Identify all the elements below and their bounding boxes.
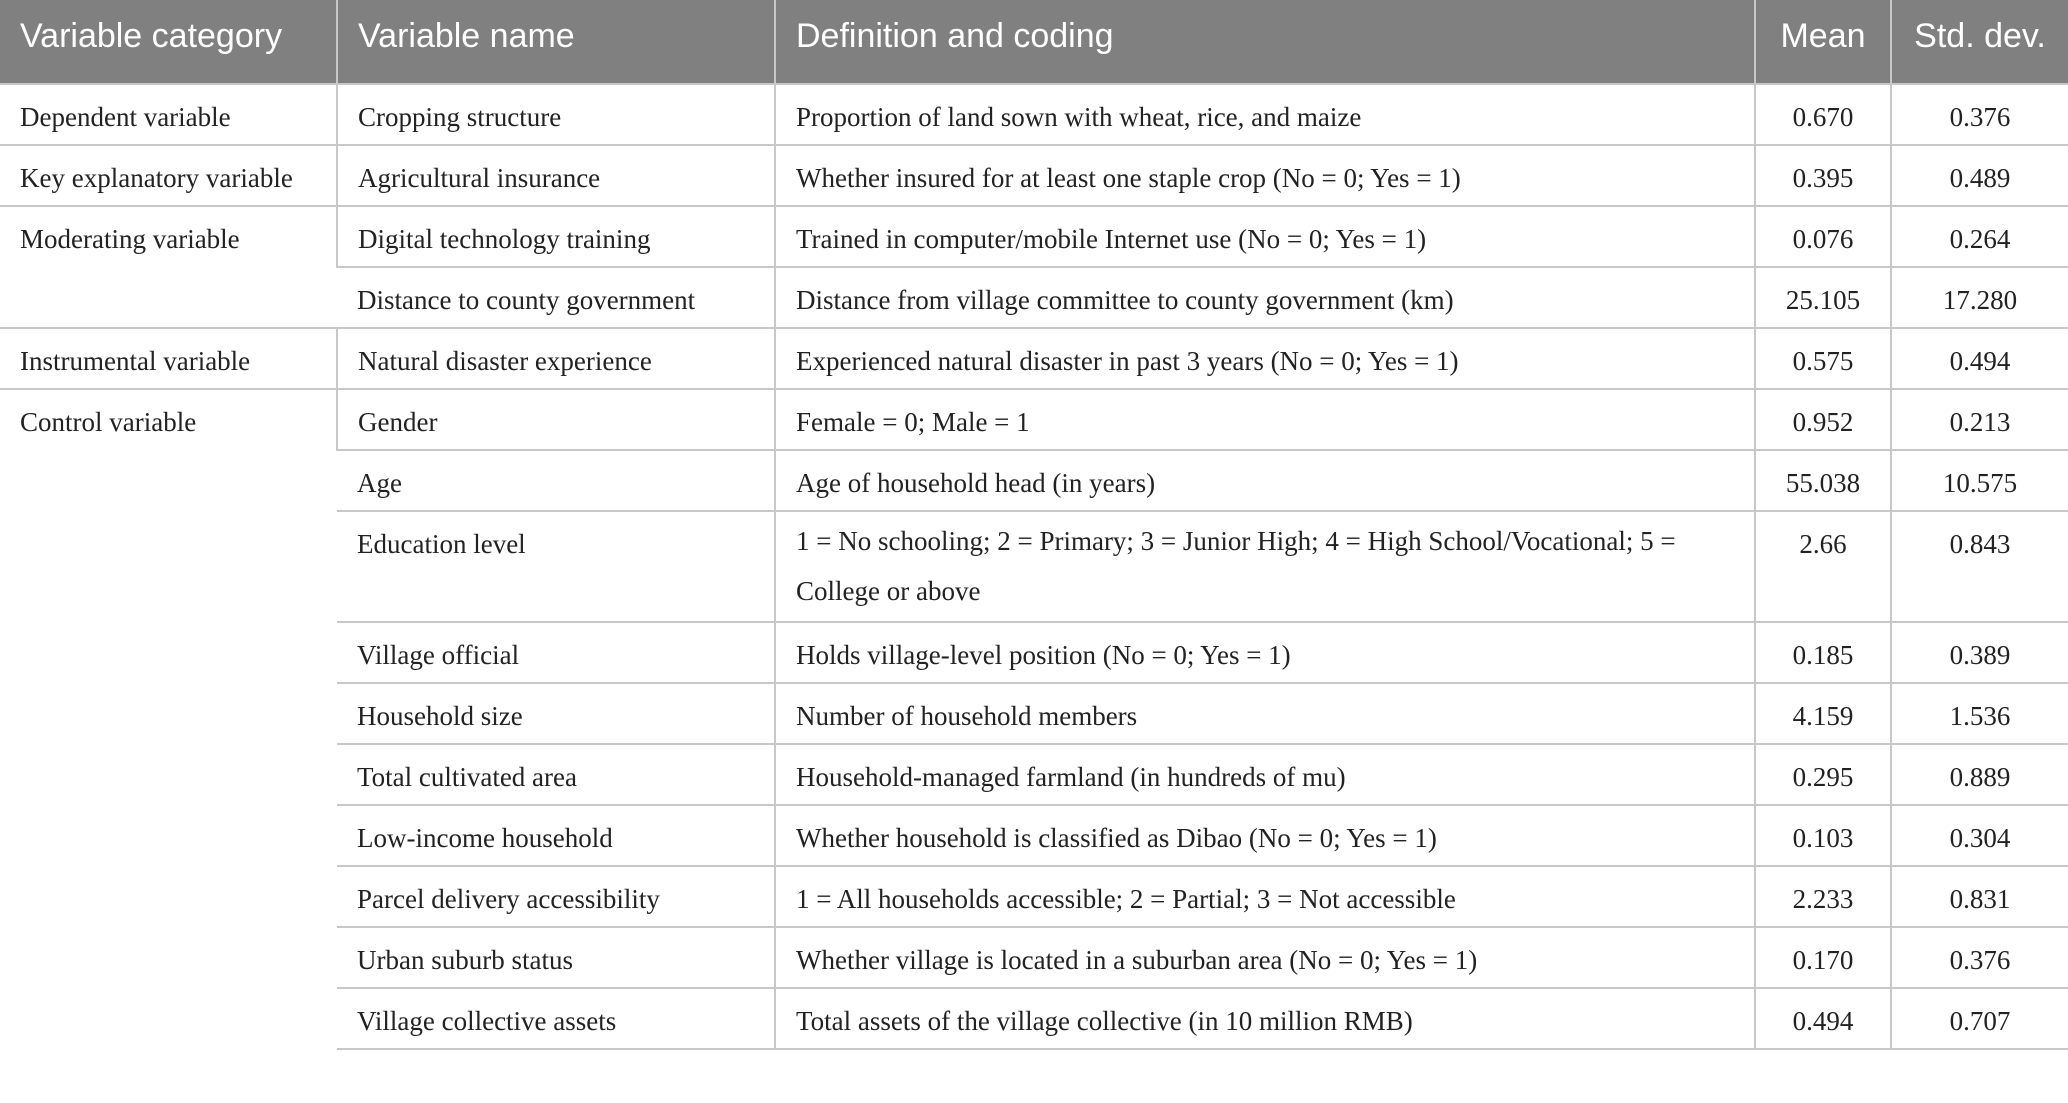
variable-name-cell: Village collective assets (337, 988, 775, 1049)
mean-cell: 0.494 (1755, 988, 1891, 1049)
header-variable-name: Variable name (337, 0, 775, 84)
mean-cell: 55.038 (1755, 450, 1891, 511)
table-row (0, 84, 2068, 145)
header-variable-category: Variable category (0, 0, 337, 84)
std-dev-cell: 0.389 (1891, 622, 2068, 683)
variable-name-cell: Gender (337, 389, 775, 450)
variable-name-cell: Age (337, 450, 775, 511)
variable-name-cell: Urban suburb status (337, 927, 775, 988)
definition-cell: Experienced natural disaster in past 3 years (No = 0; Yes = 1) (775, 328, 1755, 389)
category-cell: Control variable (0, 389, 337, 1049)
mean-cell: 0.185 (1755, 622, 1891, 683)
definition-cell: Number of household members (775, 683, 1755, 744)
variable-name-cell: Total cultivated area (337, 744, 775, 805)
table-body (0, 84, 2068, 1049)
mean-cell: 25.105 (1755, 267, 1891, 328)
category-cell: Dependent variable (0, 84, 337, 145)
variable-name-cell: Education level (337, 511, 775, 622)
mean-cell: 0.952 (1755, 389, 1891, 450)
header-definition: Definition and coding (775, 0, 1755, 84)
definition-cell: 1 = No schooling; 2 = Primary; 3 = Junior High; 4 = High School/Vocational; 5 = College or above (775, 511, 1755, 622)
header-row (0, 0, 2068, 84)
table-row (0, 145, 2068, 206)
mean-cell: 0.670 (1755, 84, 1891, 145)
variable-name-cell: Parcel delivery accessibility (337, 866, 775, 927)
definition-cell: Household-managed farmland (in hundreds of mu) (775, 744, 1755, 805)
definition-cell: Total assets of the village collective (in 10 million RMB) (775, 988, 1755, 1049)
variable-name-cell: Digital technology training (337, 206, 775, 267)
variable-name-cell: Natural disaster experience (337, 328, 775, 389)
definition-cell: 1 = All households accessible; 2 = Partial; 3 = Not accessible (775, 866, 1755, 927)
definition-cell: Holds village-level position (No = 0; Yes = 1) (775, 622, 1755, 683)
table-header (0, 0, 2068, 84)
mean-cell: 0.103 (1755, 805, 1891, 866)
std-dev-cell: 0.304 (1891, 805, 2068, 866)
std-dev-cell: 0.831 (1891, 866, 2068, 927)
definition-cell: Trained in computer/mobile Internet use (No = 0; Yes = 1) (775, 206, 1755, 267)
variable-name-cell: Distance to county government (337, 267, 775, 328)
variable-name-cell: Household size (337, 683, 775, 744)
definition-cell: Proportion of land sown with wheat, rice, and maize (775, 84, 1755, 145)
table-row (0, 206, 2068, 267)
std-dev-cell: 0.489 (1891, 145, 2068, 206)
variable-name-cell: Low-income household (337, 805, 775, 866)
std-dev-cell: 0.376 (1891, 927, 2068, 988)
category-cell: Moderating variable (0, 206, 337, 328)
std-dev-cell: 0.264 (1891, 206, 2068, 267)
variable-name-cell: Village official (337, 622, 775, 683)
variable-name-cell: Agricultural insurance (337, 145, 775, 206)
std-dev-cell: 0.707 (1891, 988, 2068, 1049)
header-mean: Mean (1755, 0, 1891, 84)
definition-cell: Whether insured for at least one staple crop (No = 0; Yes = 1) (775, 145, 1755, 206)
mean-cell: 0.395 (1755, 145, 1891, 206)
definition-cell: Female = 0; Male = 1 (775, 389, 1755, 450)
definition-cell: Distance from village committee to county government (km) (775, 267, 1755, 328)
mean-cell: 0.170 (1755, 927, 1891, 988)
category-cell: Key explanatory variable (0, 145, 337, 206)
table-row (0, 328, 2068, 389)
header-std-dev: Std. dev. (1891, 0, 2068, 84)
std-dev-cell: 17.280 (1891, 267, 2068, 328)
std-dev-cell: 0.889 (1891, 744, 2068, 805)
definition-cell: Whether village is located in a suburban area (No = 0; Yes = 1) (775, 927, 1755, 988)
category-cell: Instrumental variable (0, 328, 337, 389)
std-dev-cell: 0.843 (1891, 511, 2068, 622)
table-row (0, 389, 2068, 450)
mean-cell: 4.159 (1755, 683, 1891, 744)
definition-cell: Age of household head (in years) (775, 450, 1755, 511)
std-dev-cell: 0.494 (1891, 328, 2068, 389)
mean-cell: 2.66 (1755, 511, 1891, 622)
mean-cell: 0.076 (1755, 206, 1891, 267)
variable-name-cell: Cropping structure (337, 84, 775, 145)
mean-cell: 0.575 (1755, 328, 1891, 389)
std-dev-cell: 1.536 (1891, 683, 2068, 744)
std-dev-cell: 0.376 (1891, 84, 2068, 145)
mean-cell: 0.295 (1755, 744, 1891, 805)
mean-cell: 2.233 (1755, 866, 1891, 927)
definition-cell: Whether household is classified as Dibao (No = 0; Yes = 1) (775, 805, 1755, 866)
std-dev-cell: 0.213 (1891, 389, 2068, 450)
std-dev-cell: 10.575 (1891, 450, 2068, 511)
